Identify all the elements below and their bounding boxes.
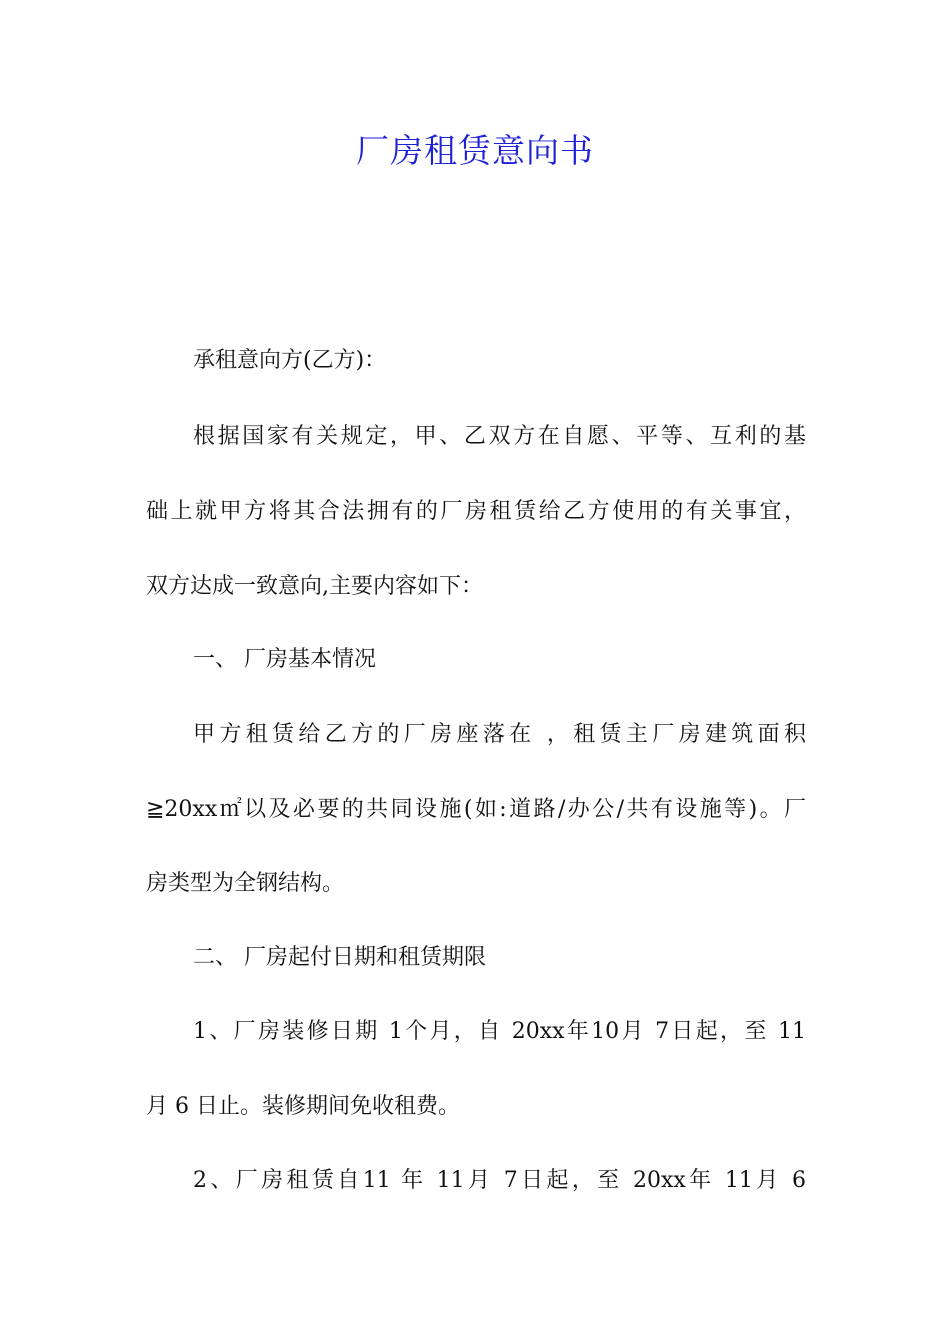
body-line: 础上就甲方将其合法拥有的厂房租赁给乙方使用的有关事宜， [146, 499, 806, 524]
body-line: ≧20xx㎡以及必要的共同设施(如:道路/办公/共有设施等)。厂 [146, 797, 806, 822]
document-title: 厂房租赁意向书 [356, 131, 594, 170]
body-line: 1、厂房装修日期 1个月，自 20xx年10月 7日起，至 11 [193, 1019, 806, 1044]
section-heading: 一、 厂房基本情况 [193, 647, 376, 672]
body-line: 双方达成一致意向,主要内容如下： [146, 574, 483, 599]
body-line: 甲方租赁给乙方的厂房座落在 ，租赁主厂房建筑面积 [193, 722, 806, 747]
body-line: 2、厂房租赁自11 年 11月 7日起，至 20xx年 11月 6 [193, 1168, 806, 1193]
body-line: 根据国家有关规定，甲、乙双方在自愿、平等、互利的基 [193, 424, 806, 449]
body-line: 月 6 日止。装修期间免收租费。 [146, 1094, 460, 1119]
salutation-line: 承租意向方(乙方)： [193, 348, 387, 373]
body-line: 房类型为全钢结构。 [146, 871, 345, 896]
section-heading: 二、 厂房起付日期和租赁期限 [193, 945, 486, 970]
